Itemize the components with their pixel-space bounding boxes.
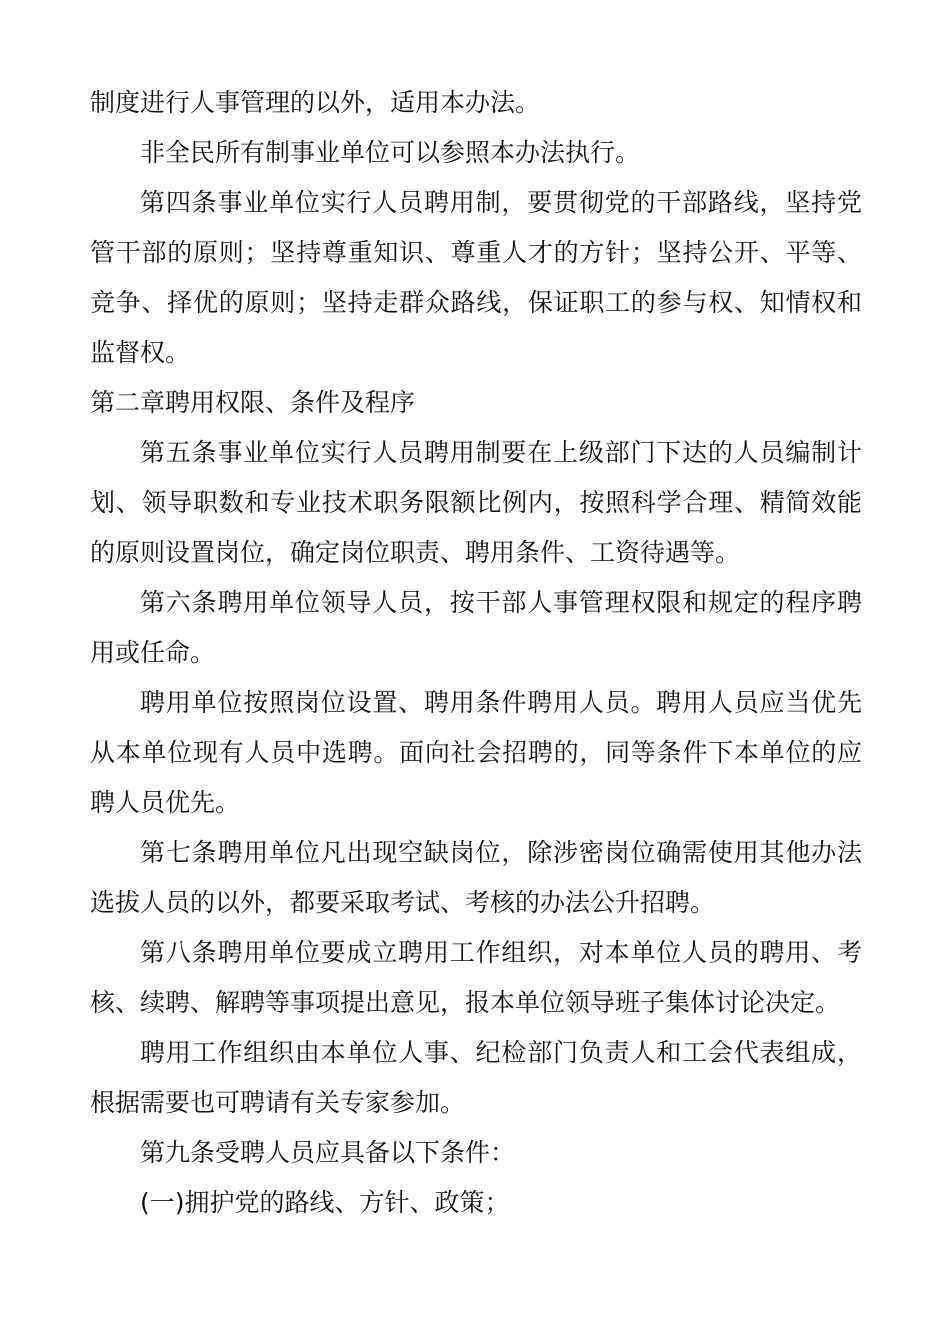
paragraph: 聘用单位按照岗位设置、聘用条件聘用人员。聘用人员应当优先从本单位现有人员中选聘。面向社会招聘的，同等条件下本单位的应聘人员优先。: [90, 688, 862, 817]
paragraph: 第五条事业单位实行人员聘用制要在上级部门下达的人员编制计划、领导职数和专业技术职务限额比例内，按照科学合理、精简效能的原则设置岗位，确定岗位职责、聘用条件、工资待遇等。: [90, 438, 862, 567]
paragraph: 第六条聘用单位领导人员，按干部人事管理权限和规定的程序聘用或任命。: [90, 588, 862, 667]
paragraph: 第八条聘用单位要成立聘用工作组织，对本单位人员的聘用、考核、续聘、解聘等事项提出意见，报本单位领导班子集体讨论决定。: [90, 938, 862, 1017]
paragraph: 第七条聘用单位凡出现空缺岗位，除涉密岗位确需使用其他办法选拔人员的以外，都要采取考试、考核的办法公升招聘。: [90, 838, 862, 917]
paragraph: 聘用工作组织由本单位人事、纪检部门负责人和工会代表组成，根据需要也可聘请有关专家参加。: [90, 1038, 862, 1117]
paragraph: 非全民所有制事业单位可以参照本办法执行。: [140, 138, 641, 167]
chapter-heading: 第二章聘用权限、条件及程序: [90, 388, 416, 417]
paragraph: 制度进行人事管理的以外，适用本办法。: [90, 88, 541, 117]
list-item: (一)拥护党的路线、方针、政策；: [140, 1188, 510, 1217]
document-body: [90, 78, 862, 1228]
paragraph: 第四条事业单位实行人员聘用制，要贯彻党的干部路线，坚持党管干部的原则；坚持尊重知识、尊重人才的方针；坚持公开、平等、竞争、择优的原则；坚持走群众路线，保证职工的参与权、知情权和监督权。: [90, 188, 862, 367]
paragraph: 第九条受聘人员应具备以下条件：: [140, 1138, 516, 1167]
